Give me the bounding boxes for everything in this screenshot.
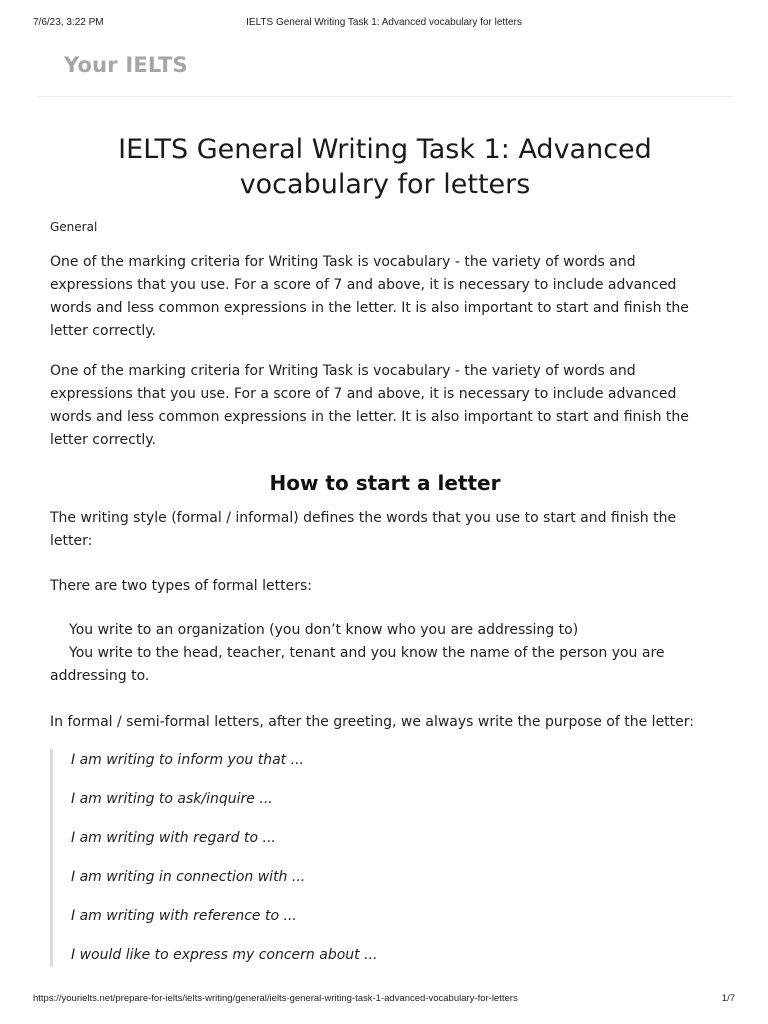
article <box>50 132 720 967</box>
article-category: General <box>50 220 98 234</box>
purpose-paragraph: In formal / semi-formal letters, after the greeting, we always write the purpose of the letter: <box>50 714 694 730</box>
phrase-item: I am writing in connection with ... <box>71 869 306 885</box>
phrase-item: I am writing with reference to ... <box>71 908 297 924</box>
list-item-text: You write to the head, teacher, tenant and you know the name of the person you are addressing to. <box>50 645 665 684</box>
list-item-text: You write to an organization (you don’t know who you are addressing to) <box>69 622 579 638</box>
print-footer <box>0 993 768 1005</box>
print-page-number: 1/7 <box>721 993 735 1004</box>
print-header <box>0 17 768 29</box>
site-logo-link[interactable]: Your IELTS <box>64 53 188 77</box>
letter-types-list <box>50 619 720 688</box>
phrase-item: I am writing to ask/inquire ... <box>71 791 273 807</box>
phrases-blockquote <box>50 749 720 967</box>
intro-paragraph: One of the marking criteria for Writing Task is vocabulary - the variety of words and expressions that you use. For a score of 7 and above, it is necessary to include advanced words and less common expressions in the letter. It is also important to start and finish the letter correctly. <box>50 254 689 339</box>
section-heading: How to start a letter <box>269 471 501 495</box>
intro-paragraph: One of the marking criteria for Writing Task is vocabulary - the variety of words and expressions that you use. For a score of 7 and above, it is necessary to include advanced words and less common expressions in the letter. It is also important to start and finish the letter correctly. <box>50 363 689 448</box>
phrase-item: I am writing with regard to ... <box>71 830 276 846</box>
print-url: https://yourielts.net/prepare-for-ielts/ielts-writing/general/ielts-general-writing-task-1-advanced-vocabulary-for-letters <box>33 993 518 1004</box>
types-paragraph: There are two types of formal letters: <box>50 578 312 594</box>
article-title: IELTS General Writing Task 1: Advanced vocabulary for letters <box>118 134 652 200</box>
print-datetime: 7/6/23, 3:22 PM <box>33 17 104 28</box>
style-paragraph: The writing style (formal / informal) defines the words that you use to start and finish the letter: <box>50 510 677 549</box>
list-item <box>50 642 720 688</box>
print-page-title: IELTS General Writing Task 1: Advanced vocabulary for letters <box>246 17 522 28</box>
phrase-item: I am writing to inform you that ... <box>71 752 304 768</box>
site-header <box>37 50 732 97</box>
list-item <box>50 619 720 642</box>
phrase-item: I would like to express my concern about ... <box>71 947 378 963</box>
